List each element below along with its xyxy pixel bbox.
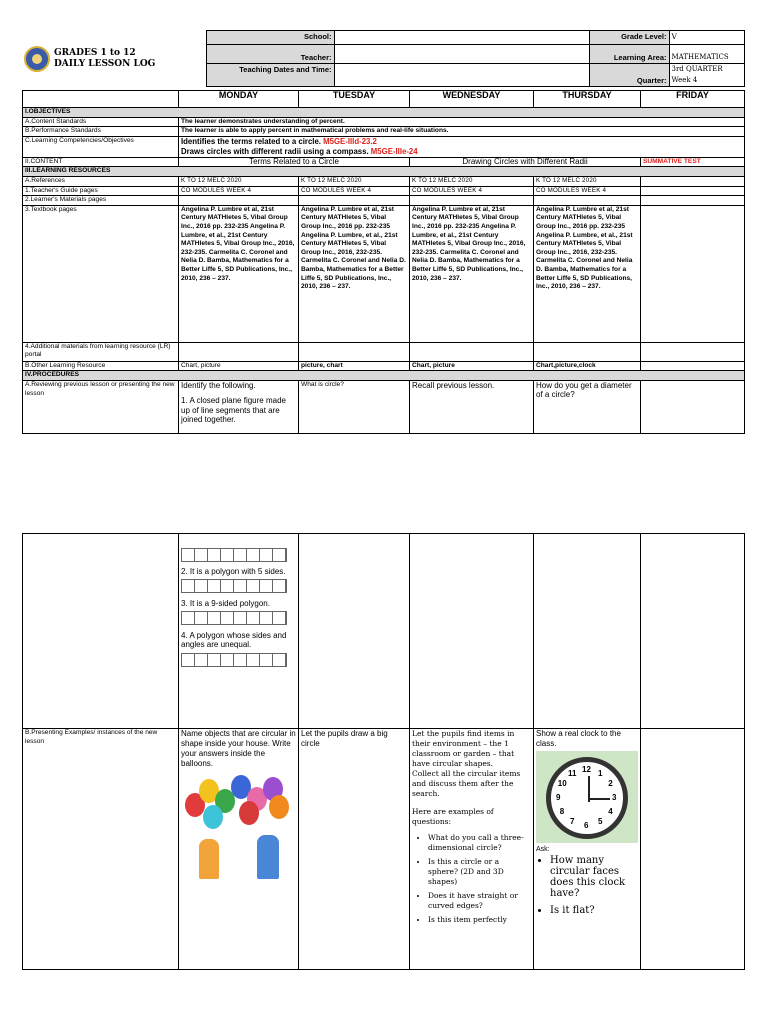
reviewing-monday [179, 380, 299, 433]
reviewing-monday-continued [179, 534, 299, 729]
references-label: A.References [23, 176, 179, 186]
other-wednesday: Chart, picture [410, 361, 534, 371]
textbook-friday [641, 205, 745, 342]
clock-number-6: 6 [584, 821, 589, 830]
day-friday: FRIDAY [641, 91, 745, 108]
reviewing-tuesday: What is circle? [299, 380, 410, 433]
additional-label: 4.Additional materials from learning resource (LR) portal [23, 342, 179, 361]
ask-bullet-2: • Is it flat? [550, 905, 638, 916]
presenting-wednesday [410, 729, 534, 970]
competency-1: Identifies the terms related to a circle. [181, 136, 321, 146]
other-thursday: Chart,picture,clock [534, 361, 641, 371]
grade-label: Grade Level: [589, 31, 669, 45]
question-bullet-3: • Does it have straight or curved edges? [428, 891, 531, 911]
log-title [54, 48, 155, 70]
clock-number-3: 3 [612, 793, 617, 802]
reviewing-label: A.Reviewing previous lesson or presenting the new lesson [23, 380, 179, 433]
clock-number-2: 2 [608, 779, 613, 788]
lesson-log-table-page2 [22, 533, 745, 970]
grade-value: V [669, 31, 744, 45]
balloons-kids-picture [181, 773, 293, 883]
other-tuesday: picture, chart [299, 361, 410, 371]
reviewing-wednesday: Recall previous lesson. [410, 380, 534, 433]
continued-label [23, 534, 179, 729]
textbook-label: 3.Textbook pages [23, 205, 179, 342]
tg-tuesday: CO MODULES WEEK 4 [299, 186, 410, 196]
clock-hour-hand [588, 798, 610, 800]
other-label: B.Other Learning Resource [23, 361, 179, 371]
presenting-monday-text: Name objects that are circular in shape inside your house. Write your answers inside the balloons. [181, 729, 296, 768]
day-wednesday: WEDNESDAY [410, 91, 534, 108]
title-line1: GRADES 1 to 12 [54, 47, 136, 58]
question-2: 2. It is a polygon with 5 sides. [181, 566, 286, 576]
clock-number-8: 8 [559, 807, 565, 816]
content-wednesday: Drawing Circles with Different Radii [410, 157, 641, 167]
day-tuesday: TUESDAY [299, 91, 410, 108]
school-value[interactable] [334, 31, 589, 45]
clock-number-9: 9 [556, 793, 561, 802]
girl-figure [199, 839, 219, 879]
presenting-wednesday-questions: Here are examples of questions: [412, 807, 494, 826]
reviewing-monday-intro: Identify the following. [181, 380, 256, 390]
question-bullet-2: • Is this a circle or a sphere? (2D and 3D shapes) [428, 857, 531, 887]
reviewing-monday-q1: 1. A closed plane figure made up of line segments that are joined together. [181, 396, 286, 425]
ref-friday [641, 176, 745, 186]
clock-number-10: 10 [557, 779, 567, 788]
question-bullet-1: • What do you call a three-dimensional circle? [428, 833, 531, 853]
competency-2-code: M5GE-IIIe-24 [370, 146, 418, 156]
presenting-label: B.Presenting Examples/ instances of the new lesson [23, 729, 179, 970]
resources-heading: III.LEARNING RESOURCES [23, 167, 745, 177]
content-friday: SUMMATIVE TEST [641, 157, 745, 167]
textbook-tuesday: Angelina P. Lumbre et al, 21st Century MATHletes 5, Vibal Group Inc., 2016 pp. 232-235 Angelina P. Lumbre, et al., 21st Century MATHletes 5, Vibal Group Inc., 2016, 232-235. Carmelita C. Coronel and Nelia D. Bamba, Mathematics for a Better Liffe 5, SD Publications, Inc., 2010, 236 – 237. [299, 205, 410, 342]
performance-standards-label: B.Performance Standards [23, 127, 179, 137]
textbook-thursday: Angelina P. Lumbre et al, 21st Century MATHletes 5, Vibal Group Inc., 2016 pp. 232-235 Angelina P. Lumbre, et al., 21st Century MATHletes 5, Vibal Group Inc., 2016, 232-235. Carmelita C. Coronel and Nelia D. Bamba, Mathematics for a Better Liffe 5, SD Publications, Inc., 2010, 236 – 237. [534, 205, 641, 342]
area-value: MATHEMATICS [669, 45, 744, 64]
crossword-grid-3 [181, 611, 287, 625]
competency-1-code: M5GE-IIId-23.2 [323, 136, 377, 146]
header-logo-cell [22, 31, 206, 87]
area-label: Learning Area: [589, 45, 669, 64]
ref-wednesday: K TO 12 MELC 2020 [410, 176, 534, 186]
competency-2: Draws circles with different radii using a compass. [181, 146, 369, 156]
crossword-grid-4 [181, 653, 287, 667]
procedures-heading: IV.PROCEDURES [23, 371, 745, 381]
ask-label: Ask: [536, 846, 550, 853]
tg-label: 1.Teacher's Guide pages [23, 186, 179, 196]
title-line2: DAILY LESSON LOG [54, 58, 156, 69]
day-monday: MONDAY [179, 91, 299, 108]
clock-number-11: 11 [568, 768, 577, 778]
clock-number-1: 1 [598, 768, 603, 778]
ref-monday: K TO 12 MELC 2020 [179, 176, 299, 186]
quarter-label: Quarter: [589, 64, 669, 87]
presenting-thursday [534, 729, 641, 970]
clock-number-4: 4 [608, 807, 613, 816]
question-bullet-4: • Is this item perfectly [428, 915, 531, 925]
reviewing-thursday: How do you get a diameter of a circle? [534, 380, 641, 433]
crossword-grid-2 [181, 579, 287, 593]
presenting-tuesday: Let the pupils draw a big circle [299, 729, 410, 970]
ref-tuesday: K TO 12 MELC 2020 [299, 176, 410, 186]
content-standards-label: A.Content Standards [23, 117, 179, 127]
presenting-wednesday-collect: Collect all the circular items and discuss them after the search. [412, 769, 521, 798]
dates-value[interactable] [334, 64, 589, 87]
textbook-wednesday: Angelina P. Lumbre et al, 21st Century MATHletes 5, Vibal Group Inc., 2016 pp. 232-235 Angelina P. Lumbre, et al., 21st Century MATHletes 5, Vibal Group Inc., 2016, 232-235. Carmelita C. Coronel and Nelia D. Bamba, Mathematics for a Better Liffe 5, SD Publications, Inc., 2010, 236 – 237. [410, 205, 534, 342]
question-4: 4. A polygon whose sides and angles are unequal. [181, 630, 287, 649]
tg-wednesday: CO MODULES WEEK 4 [410, 186, 534, 196]
competencies-label: C.Learning Competencies/Objectives [23, 136, 179, 157]
day-header-blank [23, 91, 179, 108]
other-monday: Chart, picture [179, 361, 299, 371]
day-thursday: THURSDAY [534, 91, 641, 108]
content-label: II.CONTENT [23, 157, 179, 167]
ask-bullet-1: • How many circular faces does this clock have? [550, 855, 638, 899]
textbook-monday: Angelina P. Lumbre et al, 21st Century MATHletes 5, Vibal Group Inc., 2016 pp. 232-235 Angelina P. Lumbre, et al., 21st Century MATHletes 5, Vibal Group Inc., 2016, 232-235. Carmelita C. Coronel and Nelia D. Bamba, Mathematics for a Better Liffe 5, SD Publications, Inc., 2010, 236 – 237. [179, 205, 299, 342]
clock-picture [536, 751, 638, 843]
ref-thursday: K TO 12 MELC 2020 [534, 176, 641, 186]
clock-number-12: 12 [582, 765, 591, 774]
tg-monday: CO MODULES WEEK 4 [179, 186, 299, 196]
quarter-value: 3rd QUARTER Week 4 [669, 64, 744, 87]
tg-thursday: CO MODULES WEEK 4 [534, 186, 641, 196]
content-monday: Terms Related to a Circle [179, 157, 410, 167]
crossword-grid-1 [181, 548, 287, 562]
header-table [22, 30, 745, 87]
clock-icon [546, 757, 628, 839]
lesson-log-table [22, 90, 745, 434]
question-3: 3. It is a 9-sided polygon. [181, 598, 270, 608]
performance-standards-text: The learner is able to apply percent in mathematical problems and real-life situations. [179, 127, 745, 137]
day-header-row [23, 91, 745, 108]
objectives-heading: I.OBJECTIVES [23, 108, 745, 118]
lm-label: 2.Learner's Materials pages [23, 196, 179, 206]
competencies-text [179, 136, 745, 157]
boy-figure [257, 835, 279, 879]
clock-number-5: 5 [598, 817, 603, 827]
school-label: School: [206, 31, 334, 45]
tg-friday [641, 186, 745, 196]
dates-label: Teaching Dates and Time: [206, 64, 334, 87]
content-standards-text: The learner demonstrates understanding of percent. [179, 117, 745, 127]
presenting-wednesday-intro: Let the pupils find items in their environment – the 1 classroom or garden – that have circular shapes. [412, 729, 515, 768]
teacher-value[interactable] [334, 45, 589, 64]
teacher-label: Teacher: [206, 45, 334, 64]
deped-seal-icon [24, 46, 50, 72]
presenting-thursday-text: Show a real clock to the class. [536, 729, 621, 748]
clock-number-7: 7 [570, 817, 575, 827]
presenting-monday [179, 729, 299, 970]
